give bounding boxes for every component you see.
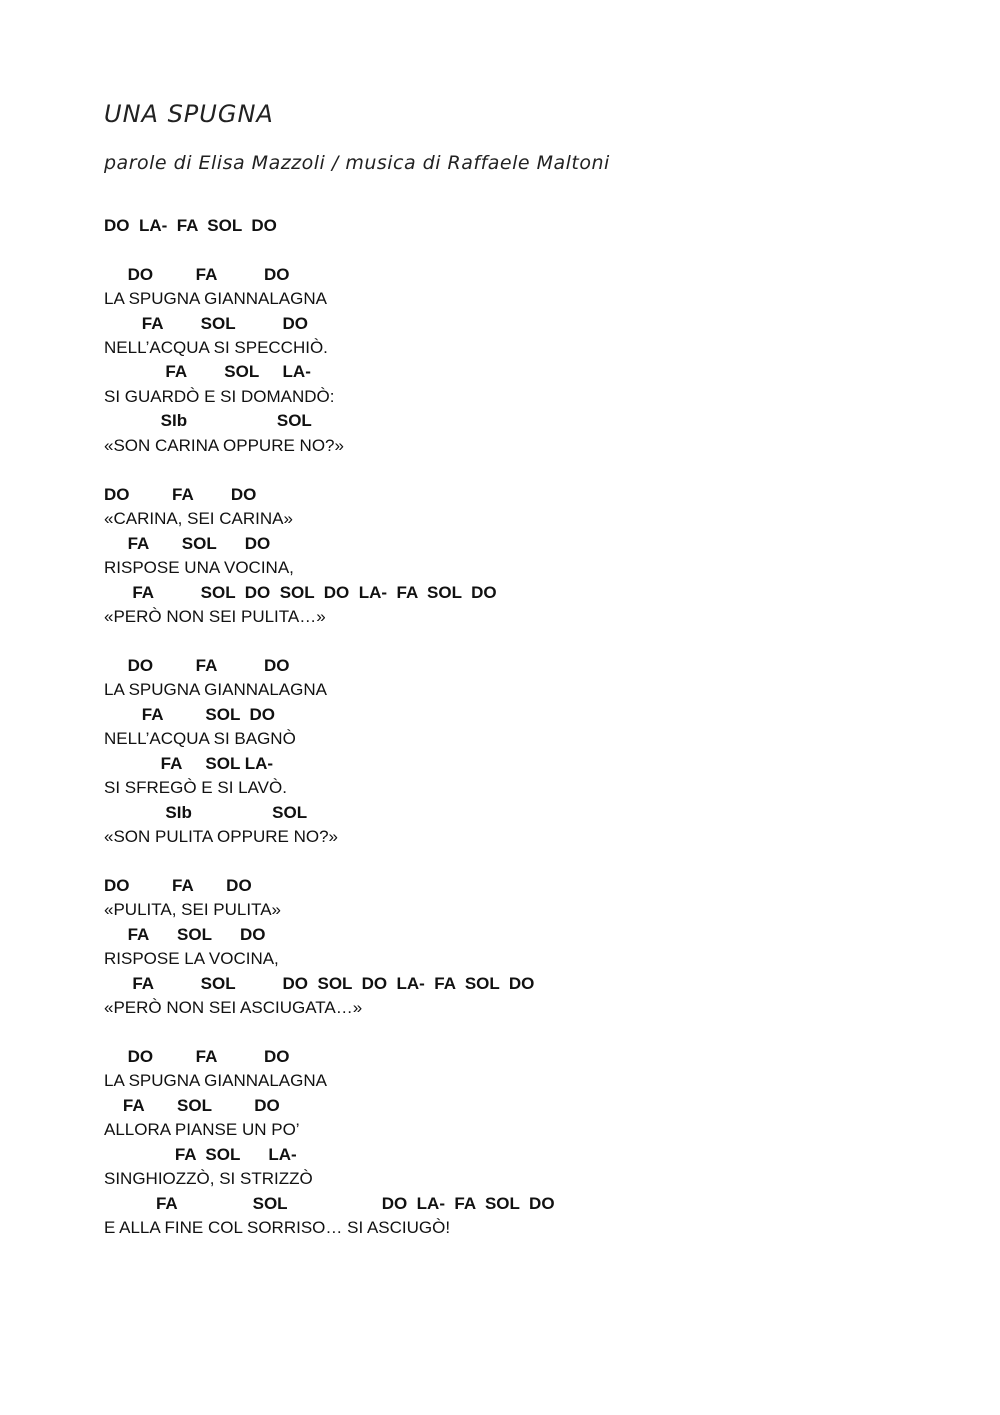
lyric-line: «SON PULITA OPPURE NO?» xyxy=(104,827,338,846)
lyric-line: «SON CARINA OPPURE NO?» xyxy=(104,436,344,455)
song-title: UNA SPUGNA xyxy=(104,100,274,128)
chord-line: FA SOL DO xyxy=(104,925,266,944)
lyric-line: RISPOSE UNA VOCINA, xyxy=(104,558,294,577)
chord-line: FA SOL LA- xyxy=(104,1145,297,1164)
lyric-line: NELL’ACQUA SI BAGNÒ xyxy=(104,729,296,748)
chord-line: DO FA DO xyxy=(104,265,290,284)
chord-line: FA SOL DO xyxy=(104,1096,280,1115)
chord-line: DO FA DO xyxy=(104,1047,290,1066)
lyric-line: LA SPUGNA GIANNALAGNA xyxy=(104,680,327,699)
chord-line: SIb SOL xyxy=(104,803,308,822)
chord-line: DO FA DO xyxy=(104,485,257,504)
chord-line: FA SOL DO LA- FA SOL DO xyxy=(104,1194,555,1213)
lyric-line: E ALLA FINE COL SORRISO… SI ASCIUGÒ! xyxy=(104,1218,451,1237)
lyric-line: «PERÒ NON SEI ASCIUGATA…» xyxy=(104,998,363,1017)
lyric-line: «CARINA, SEI CARINA» xyxy=(104,509,293,528)
lyric-line: RISPOSE LA VOCINA, xyxy=(104,949,279,968)
chord-line: FA SOL DO xyxy=(104,534,271,553)
lyric-line: SINGHIOZZÒ, SI STRIZZÒ xyxy=(104,1169,313,1188)
chord-line: FA SOL DO SOL DO LA- FA SOL DO xyxy=(104,583,497,602)
lyric-line: LA SPUGNA GIANNALAGNA xyxy=(104,1071,327,1090)
lyric-line: SI GUARDÒ E SI DOMANDÒ: xyxy=(104,387,335,406)
song-credits: parole di Elisa Mazzoli / musica di Raffaele Maltoni xyxy=(104,152,610,174)
chord-line: SIb SOL xyxy=(104,411,312,430)
chord-line: FA SOL DO SOL DO LA- FA SOL DO xyxy=(104,974,535,993)
intro-chords: DO LA- FA SOL DO xyxy=(104,216,277,235)
chord-line: DO FA DO xyxy=(104,876,252,895)
chord-line: FA SOL DO xyxy=(104,705,275,724)
lyric-line: «PULITA, SEI PULITA» xyxy=(104,900,281,919)
lyric-line: ALLORA PIANSE UN PO’ xyxy=(104,1120,300,1139)
chord-line: FA SOL LA- xyxy=(104,754,274,773)
chord-line: FA SOL LA- xyxy=(104,362,311,381)
lyric-line: NELL’ACQUA SI SPECCHIÒ. xyxy=(104,338,328,357)
lyric-line: LA SPUGNA GIANNALAGNA xyxy=(104,289,327,308)
lyric-line: «PERÒ NON SEI PULITA…» xyxy=(104,607,326,626)
lyric-line: SI SFREGÒ E SI LAVÒ. xyxy=(104,778,287,797)
chord-line: DO FA DO xyxy=(104,656,290,675)
chord-line: FA SOL DO xyxy=(104,314,309,333)
